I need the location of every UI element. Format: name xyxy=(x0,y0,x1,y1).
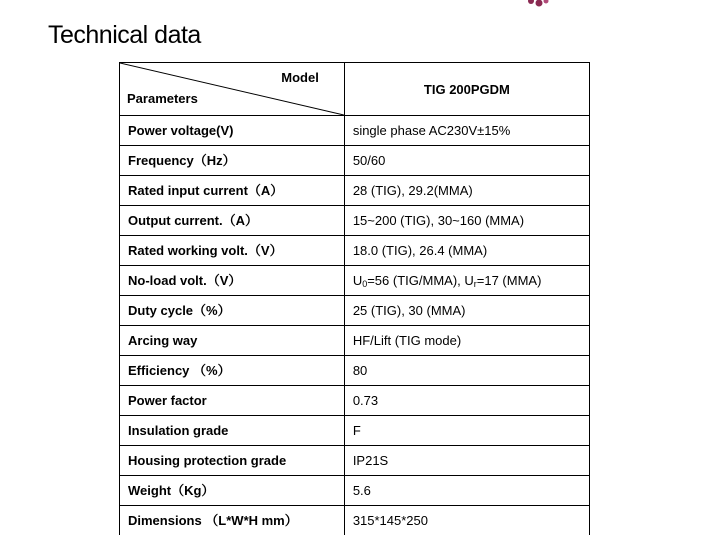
value-subscript-zero: 0 xyxy=(362,279,368,289)
header-model-label: Model xyxy=(281,70,319,85)
param-cell: Dimensions （L*W*H mm） xyxy=(120,506,345,536)
table-row xyxy=(120,266,590,296)
value-subscript-r: r xyxy=(473,279,477,289)
table-row xyxy=(120,296,590,326)
value-cell: 25 (TIG), 30 (MMA) xyxy=(344,296,589,326)
param-cell: Efficiency （%） xyxy=(120,356,345,386)
technical-data-table xyxy=(119,62,590,535)
table-row xyxy=(120,416,590,446)
param-cell: No-load volt.（V） xyxy=(120,266,345,296)
value-cell: 315*145*250 xyxy=(344,506,589,536)
value-cell: 15~200 (TIG), 30~160 (MMA) xyxy=(344,206,589,236)
logo-fragment xyxy=(527,0,551,8)
table-row xyxy=(120,386,590,416)
table-row xyxy=(120,476,590,506)
value-cell: F xyxy=(344,416,589,446)
table-row xyxy=(120,326,590,356)
value-cell: IP21S xyxy=(344,446,589,476)
value-suffix: =17 (MMA) xyxy=(476,273,542,288)
header-model-name: TIG 200PGDM xyxy=(344,63,589,116)
value-cell: 28 (TIG), 29.2(MMA) xyxy=(344,176,589,206)
value-cell: HF/Lift (TIG mode) xyxy=(344,326,589,356)
value-cell: 5.6 xyxy=(344,476,589,506)
table-row xyxy=(120,506,590,536)
table-row xyxy=(120,446,590,476)
param-cell: Output current.（A） xyxy=(120,206,345,236)
param-cell: Power voltage(V) xyxy=(120,116,345,146)
header-parameters-label: Parameters xyxy=(127,91,198,106)
param-cell: Weight（Kg） xyxy=(120,476,345,506)
table-row xyxy=(120,206,590,236)
header-diagonal-cell xyxy=(120,63,345,116)
table-row xyxy=(120,116,590,146)
param-cell: Arcing way xyxy=(120,326,345,356)
param-cell: Power factor xyxy=(120,386,345,416)
table-header-row xyxy=(120,63,590,116)
param-cell: Frequency（Hz） xyxy=(120,146,345,176)
value-cell: 18.0 (TIG), 26.4 (MMA) xyxy=(344,236,589,266)
page-title: Technical data xyxy=(48,21,201,49)
param-cell: Rated input current（A） xyxy=(120,176,345,206)
param-cell: Duty cycle（%） xyxy=(120,296,345,326)
value-cell: 50/60 xyxy=(344,146,589,176)
param-cell: Housing protection grade xyxy=(120,446,345,476)
value-prefix: U xyxy=(352,273,363,288)
table-row xyxy=(120,146,590,176)
param-cell: Insulation grade xyxy=(120,416,345,446)
value-cell: 80 xyxy=(344,356,589,386)
table-row xyxy=(120,176,590,206)
table-row xyxy=(120,236,590,266)
value-cell: single phase AC230V±15% xyxy=(344,116,589,146)
value-cell: 0.73 xyxy=(344,386,589,416)
value-cell xyxy=(344,266,589,296)
table-row xyxy=(120,356,590,386)
param-cell: Rated working volt.（V） xyxy=(120,236,345,266)
value-middle: =56 (TIG/MMA), U xyxy=(367,273,474,288)
